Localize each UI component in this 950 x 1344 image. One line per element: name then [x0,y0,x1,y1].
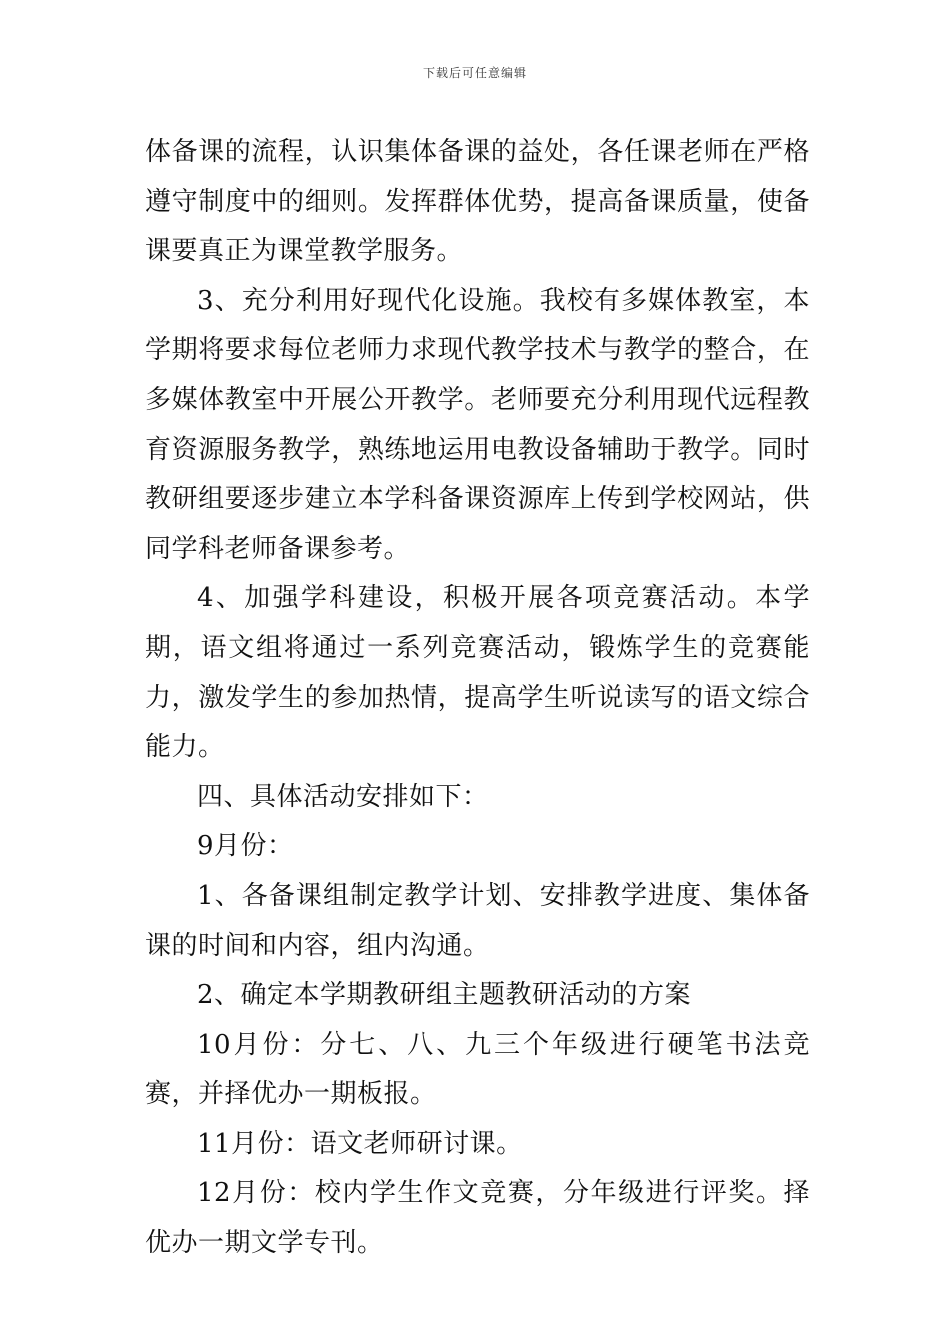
page-header-note: 下载后可任意编辑 [422,66,527,80]
section-heading: 四、具体活动安排如下： [197,781,489,812]
paragraph-continuation: 体备课的流程，认识集体备课的益处，各任课老师在严格遵守制度中的细则。发挥群体优势，提高备课质量，使备课要真正为课堂教学服务。 [145,137,810,267]
paragraph-item-3: 3、充分利用好现代化设施。我校有多媒体教室，本学期将要求每位老师力求现代教学技术与教学的整合，在多媒体教室中开展公开教学。老师要充分利用现代远程教育资源服务教学，熟练地运用电教设备辅助于教学。同时教研组要逐步建立本学科备课资源库上传到学校网站，供同学科老师备课参考。 [145,285,810,564]
october-plan: 10月份：分七、八、九三个年级进行硬笔书法竞赛，并择优办一期板报。 [145,1029,810,1110]
september-item-1: 1、各备课组制定教学计划、安排教学进度、集体备课的时间和内容，组内沟通。 [145,880,810,961]
document-body [145,128,810,1269]
december-plan: 12月份：校内学生作文竞赛，分年级进行评奖。择优办一期文学专刊。 [145,1178,810,1259]
september-item-2: 2、确定本学期教研组主题教研活动的方案 [197,980,692,1011]
paragraph-item-4: 4、加强学科建设，积极开展各项竞赛活动。本学期，语文组将通过一系列竞赛活动，锻炼学生的竞赛能力，激发学生的参加热情，提高学生听说读写的语文综合能力。 [145,583,810,763]
month-heading-september: 9月份： [197,831,294,862]
november-plan: 11月份：语文老师研讨课。 [197,1128,523,1159]
